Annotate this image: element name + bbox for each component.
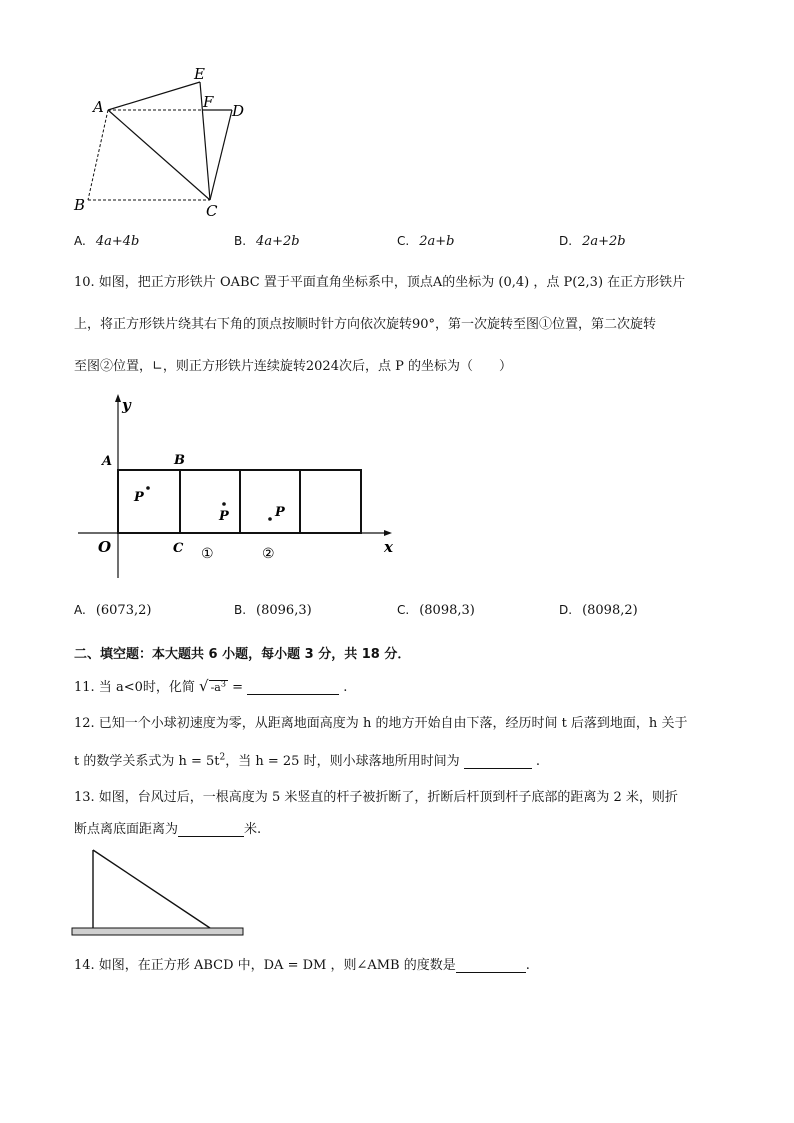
label-p-original: P <box>134 490 144 505</box>
label-p-position-2: P <box>275 505 285 520</box>
q12-condition: ，当 h = 25 时，则小球落地所用时间为 <box>225 754 460 769</box>
q13-answer-blank[interactable] <box>178 822 244 837</box>
square-position-2 <box>240 470 300 533</box>
y-axis-arrow <box>115 394 121 402</box>
point-p-position-2 <box>268 517 272 521</box>
q13-text: 断点离底面距离为 <box>74 822 179 837</box>
square-position-1 <box>180 470 240 533</box>
q12-answer-blank[interactable] <box>464 754 532 769</box>
figure-square-fold <box>70 62 260 222</box>
q13-unit: 米. <box>244 822 262 837</box>
label-F: F <box>203 93 214 111</box>
segment-DC <box>210 110 232 200</box>
q11-prefix: 11. 当 a<0时，化简 <box>74 680 195 695</box>
label-y-axis: y <box>122 396 131 414</box>
q10-option-b[interactable]: B. (8096,3) <box>234 603 312 618</box>
label-E: E <box>194 65 205 83</box>
q11-line <box>74 676 347 695</box>
label-x-axis: x <box>384 538 393 556</box>
q14-answer-blank[interactable] <box>456 958 526 973</box>
q12-exponent: 2 <box>219 752 226 763</box>
label-D: D <box>232 102 245 120</box>
q13-line-1: 13. 如图，台风过后，一根高度为 5 米竖直的杆子被折断了，折断后杆顶到杆子底部的距离为 2 米，则折 <box>74 790 678 805</box>
q9-option-a[interactable]: A. 4a+4b <box>74 234 140 249</box>
q13-line-2 <box>74 818 261 837</box>
q12-line-2 <box>74 750 540 769</box>
q10-line-2: 上，将正方形铁片绕其右下角的顶点按顺时针方向依次旋转90°，第一次旋转至图①位置，第二次旋转 <box>74 317 657 332</box>
label-p-position-1: P <box>219 509 229 524</box>
label-A: A <box>93 98 104 116</box>
q10-option-a[interactable]: A. (6073,2) <box>74 603 152 618</box>
label-A: A <box>102 454 113 469</box>
q12-formula: t 的数学关系式为 h = 5t <box>74 754 220 769</box>
x-axis-arrow <box>384 530 392 536</box>
q14-line <box>74 954 530 973</box>
point-p-original <box>146 486 150 490</box>
q10-options <box>74 603 714 623</box>
pole-broken-part <box>93 850 210 928</box>
segment-AC <box>108 110 210 200</box>
q11-end: . <box>343 680 348 695</box>
segment-AE <box>108 82 200 110</box>
label-circled-2: ② <box>262 546 275 562</box>
ground <box>72 928 243 935</box>
q10-line-3: 至图②位置，∟，则正方形铁片连续旋转2024次后，点 P 的坐标为（ ） <box>74 359 512 374</box>
q10-option-d[interactable]: D. (8098,2) <box>559 603 638 618</box>
figure-broken-pole <box>70 846 250 938</box>
label-C: C <box>206 202 218 220</box>
q9-options <box>74 234 714 254</box>
q9-option-b[interactable]: B. 4a+2b <box>234 234 300 249</box>
q11-exponent: 3 <box>220 679 226 689</box>
q14-text: 14. 如图，在正方形 ABCD 中，DA = DM ，则∠AMB 的度数是 <box>74 958 456 973</box>
segment-AB-dashed <box>88 110 108 200</box>
q12-line-1: 12. 已知一个小球初速度为零，从距离地面高度为 h 的地方开始自由下落，经历时间 t 后落到地面，h 关于 <box>74 716 688 731</box>
label-B: B <box>174 453 185 468</box>
point-p-position-1 <box>222 502 226 506</box>
label-circled-1: ① <box>201 546 214 562</box>
q9-option-d[interactable]: D. 2a+2b <box>559 234 626 249</box>
figure-rotating-square <box>70 392 410 587</box>
q11-radicand: -a <box>210 681 221 694</box>
sqrt-expression: √ $-a^3$ <box>199 677 226 695</box>
label-C: C <box>173 541 184 556</box>
q10-option-c[interactable]: C. (8098,3) <box>397 603 475 618</box>
q11-answer-blank[interactable] <box>247 680 339 695</box>
q14-end: . <box>525 958 530 973</box>
label-B: B <box>74 196 86 214</box>
section-2-heading: 二、填空题：本大题共 6 小题，每小题 3 分，共 18 分． <box>74 647 411 662</box>
square-oabc <box>118 470 180 533</box>
q11-equals: = <box>232 680 243 695</box>
q9-option-c[interactable]: C. 2a+b <box>397 234 455 249</box>
q10-line-1: 10. 如图，把正方形铁片 OABC 置于平面直角坐标系中，顶点A的坐标为 (0,4) ，点 P(2,3) 在正方形铁片 <box>74 275 686 290</box>
q12-end: . <box>535 754 541 769</box>
square-position-3 <box>300 470 361 533</box>
label-origin: O <box>98 538 112 556</box>
